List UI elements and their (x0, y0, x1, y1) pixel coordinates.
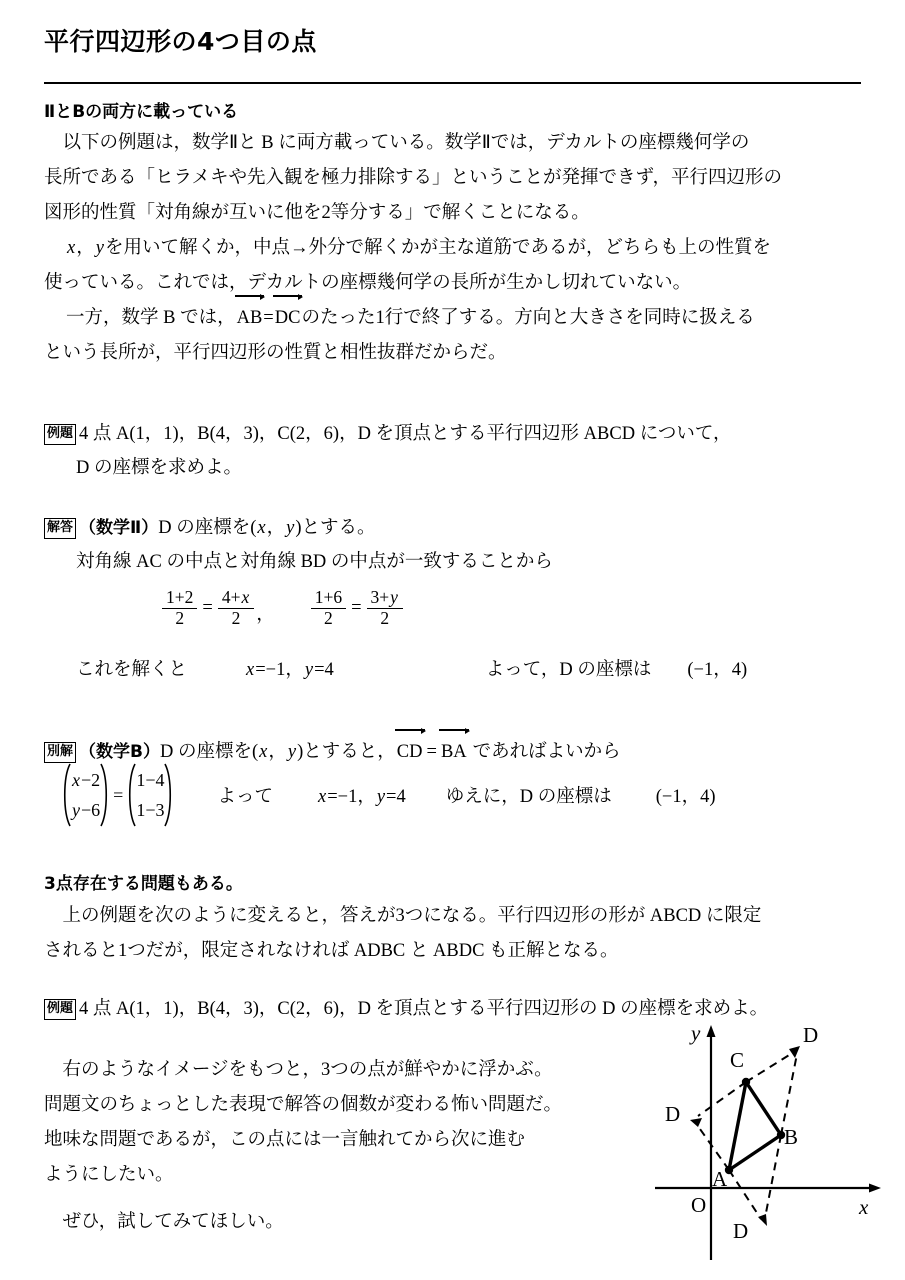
solution-1-text-b: とする。 (301, 518, 376, 538)
alt-solution-tag: 別解 (44, 742, 76, 763)
solution-1-line-1: 解答 （数学Ⅱ）D の座標を(x，y)とする。 (44, 511, 874, 545)
figure-svg (655, 1015, 905, 1280)
vector-ba: BA (440, 735, 468, 769)
matrix-equals: = (113, 784, 124, 805)
matrix-right-row-2: 1−3 (136, 800, 165, 820)
vertex-label-b: B (784, 1125, 799, 1149)
origin-label: O (691, 1193, 707, 1217)
right-paren-open (125, 763, 136, 827)
dot-c (742, 1078, 750, 1086)
dash-a-to-d3 (729, 1170, 761, 1219)
segment-c-b (746, 1082, 781, 1135)
example-2-point-c: (2，6) (289, 999, 340, 1019)
example-1-point-b: (4，3) (209, 424, 259, 444)
closing-line-4: ようにしたい。 (44, 1165, 174, 1185)
paragraph-2-line-2: 使っている。これでは，デカルトの座標幾何学の長所が生かし切れていない。 (44, 273, 692, 293)
paragraph-3 (44, 301, 864, 371)
paragraph-4-line-2: されると1つだが，限定されなければ ADBC と ABDC も正解となる。 (44, 941, 619, 961)
example-2-point-b: (4，3) (209, 999, 259, 1019)
column-vector-right (125, 765, 175, 825)
arrowhead-d2 (690, 1118, 702, 1127)
example-2-label-b: ，B (178, 999, 210, 1019)
d-point-label-1: D (803, 1023, 819, 1047)
closing-line-5: ぜひ，試してみてほしい。 (44, 1212, 284, 1232)
vector-dc: DC (274, 301, 302, 336)
right-paren-close (164, 763, 175, 827)
vector-cd: CD (396, 735, 424, 769)
d-point-label-3: D (733, 1219, 749, 1243)
fraction-2-left-denominator: 2 (311, 608, 346, 629)
fraction-1-left-numerator: 1+2 (166, 587, 194, 607)
conclusion-2-value: (−1，4) (655, 787, 716, 807)
paragraph-4-line-1: 上の例題を次のように変えると，答えが3つになる。平行四辺形の形が ABCD に限定 (44, 906, 762, 926)
equals-1: = (202, 597, 213, 618)
closing-line-2: 問題文のちょっとした表現で解答の個数が変わる怖い問題だ。 (44, 1095, 563, 1115)
example-2-point-a: (1，1) (129, 999, 179, 1019)
closing-line-3: 地味な問題であるが，この点には一言触れてから次に進む (44, 1130, 526, 1150)
arrowhead-d3 (758, 1214, 767, 1226)
paragraph-2-line-1: x，yを用いて解くか，中点→外分で解くかが主な道筋であるが，どちらも上の性質を (67, 238, 771, 258)
section-heading-1: ⅡとBの両方に載っている (44, 102, 239, 122)
x-axis-label: x (859, 1195, 869, 1219)
paragraph-3-line-1: 一方，数学 B では， AB= DCのたった1行で終了する。方向と大きさを同時に扱える (44, 301, 864, 336)
dash-b-to-d1 (781, 1054, 797, 1135)
matrix-right-row-1: 1−4 (136, 770, 165, 790)
y-axis-arrowhead (707, 1025, 716, 1037)
solve-label: これを解くと (76, 660, 188, 680)
example-1-label-c: ，C (258, 424, 290, 444)
page-title: 平行四辺形の4つ目の点 (44, 27, 317, 56)
example-1-line-1 (44, 417, 874, 451)
solution-2-text-c: であればよいから (472, 742, 621, 762)
closing-paragraph (44, 1053, 664, 1240)
solution-1-line-2: 対角線 AC の中点と対角線 BD の中点が一致することから (76, 552, 553, 572)
fraction-2-right-numerator: 3+y (370, 587, 398, 607)
paragraph-2 (44, 231, 864, 301)
fraction-2-left (311, 588, 346, 628)
solution-1-head (44, 511, 874, 579)
parallelogram-figure (655, 1015, 905, 1280)
left-paren-open (60, 763, 71, 827)
vertex-label-a: A (712, 1167, 728, 1191)
vertex-label-c: C (730, 1048, 745, 1072)
title-divider (44, 82, 861, 84)
example-2-label-c: ，C (258, 999, 290, 1019)
example-1-block (44, 417, 874, 485)
conclusion-1-label: よって，D の座標は (485, 660, 652, 680)
dash-b-to-d3 (765, 1135, 781, 1218)
paragraph-1-line-1: 以下の例題は，数学Ⅱと B に両方載っている。数学Ⅱでは，デカルトの座標幾何学の (44, 133, 750, 153)
solution-tag: 解答 (44, 518, 76, 539)
example-1-line-2: D の座標を求めよ。 (76, 458, 242, 478)
paragraph-1 (44, 126, 864, 231)
example-1-point-c: (2，6) (289, 424, 340, 444)
equals-2: = (351, 597, 362, 618)
example-tag: 例題 (44, 424, 76, 445)
x-axis-arrowhead (869, 1184, 881, 1193)
example-1-text-a: 4 点 A (79, 424, 130, 444)
solution-2-label: （数学B） (79, 742, 160, 762)
equation-separator: ， (256, 605, 275, 626)
d-point-label-2: D (665, 1102, 681, 1126)
solution-2-line-1: 別解 （数学B）D の座標を(x，y)とすると， CD = BA であればよいから (44, 735, 874, 769)
fraction-1-right-denominator: 2 (218, 608, 254, 629)
paragraph-1-line-2: 長所である「ヒラメキや先入観を極力排除する」ということが発揮できず，平行四辺形の (44, 168, 782, 188)
left-paren-close (100, 763, 111, 827)
fraction-1-left (162, 588, 197, 628)
matrix-left-row-2: y−6 (72, 800, 101, 820)
therefore-label: よって (217, 787, 273, 807)
solution-2-text-b: とすると， (303, 742, 396, 762)
solve-values: x=−1，y=4 (246, 660, 334, 680)
y-axis-label: y (691, 1021, 701, 1045)
example-tag-2: 例題 (44, 999, 76, 1020)
example-2-text-b: ，D を頂点とする平行四辺形の D の座標を求めよ。 (339, 999, 769, 1019)
matrix-left-row-1: x−2 (72, 770, 101, 790)
solution-2-matrix-row (60, 765, 880, 825)
example-1-label-b: ，B (178, 424, 210, 444)
segment-a-c (729, 1082, 746, 1170)
fraction-2-left-numerator: 1+6 (314, 587, 343, 607)
segment-b-a (729, 1135, 781, 1170)
paragraph-1-line-3: 図形的性質「対角線が互いに他を2等分する」で解くことになる。 (44, 203, 590, 223)
closing-line-1: 右のようなイメージをもつと，3つの点が鮮やかに浮かぶ。 (44, 1060, 553, 1080)
vector-equals: = (426, 742, 437, 762)
section-heading-2: 3点存在する問題もある。 (44, 874, 243, 894)
fraction-2-right (367, 588, 403, 628)
example-2-text-a: 4 点 A (79, 999, 130, 1019)
fraction-1-right-numerator: 4+x (221, 587, 250, 607)
dash-c-to-d1 (746, 1052, 794, 1082)
fraction-1-left-denominator: 2 (162, 608, 197, 629)
conclusion-1-value: (−1，4) (687, 660, 748, 680)
vector-ab: AB (236, 301, 264, 336)
solution-1-result (44, 653, 874, 687)
arrowhead-d1 (789, 1046, 800, 1058)
therefore-values: x=−1，y=4 (317, 787, 406, 807)
solution-2-text-a: D の座標を (159, 742, 252, 762)
fraction-1-right (218, 588, 254, 628)
paragraph-3-line-2: という長所が，平行四辺形の性質と相性抜群だからだ。 (44, 343, 507, 363)
solution-1-label: （数学Ⅱ） (79, 518, 159, 538)
fraction-2-right-denominator: 2 (367, 608, 403, 629)
example-1-text-b: ，D を頂点とする平行四辺形 ABCD について， (339, 424, 732, 444)
solution-1-equations (160, 588, 680, 628)
solution-1-text-a: D の座標を (158, 518, 251, 538)
column-vector-left (60, 765, 111, 825)
example-1-point-a: (1，1) (129, 424, 179, 444)
conclusion-2-label: ゆえに，D の座標は (445, 787, 612, 807)
paragraph-4 (44, 899, 864, 969)
solid-triangle (729, 1082, 781, 1170)
